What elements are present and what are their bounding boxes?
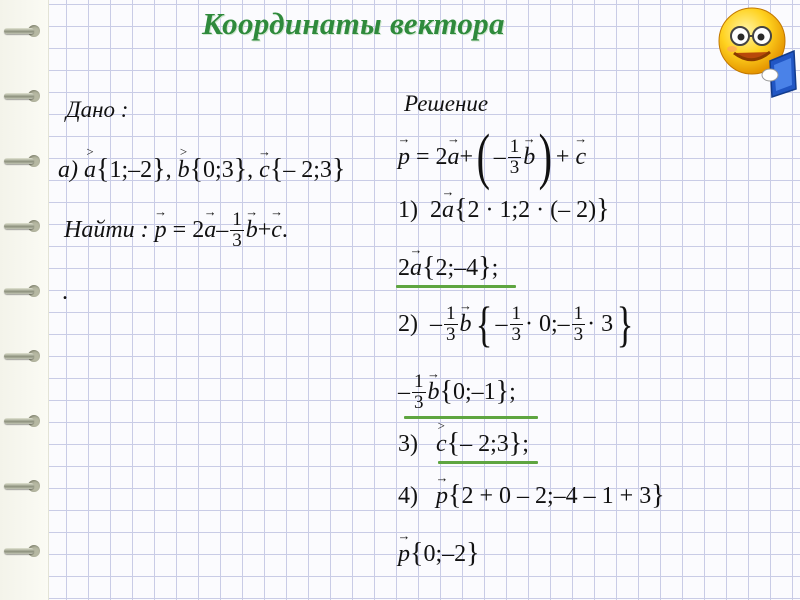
vector-b: → b xyxy=(245,204,259,244)
minus-sign: – xyxy=(430,311,442,337)
vector-a: ˃ a xyxy=(84,144,96,183)
slide-title: Координаты вектора xyxy=(202,6,505,41)
final-answer: → p { 0;–2 } xyxy=(397,528,480,569)
vector-arrow-icon: ˃ xyxy=(179,144,188,159)
spiral-ring-icon xyxy=(4,544,44,558)
minus-sign: – xyxy=(216,217,229,244)
vector-a: → a xyxy=(441,184,455,223)
vector-arrow-icon: → xyxy=(397,528,411,543)
coefficient: 2 xyxy=(430,197,442,223)
minus-sign: – xyxy=(493,144,506,170)
vector-arrow-icon: → xyxy=(154,204,168,220)
vector-arrow-icon: ˃ xyxy=(86,144,94,159)
fraction-one-third: $\frac{1}{3}$ xyxy=(414,370,424,413)
result-underline xyxy=(396,285,516,288)
vector-arrow-icon: → xyxy=(427,366,440,381)
spiral-ring-icon xyxy=(4,154,44,168)
spiral-ring-icon xyxy=(4,219,44,233)
minus-sign: – xyxy=(398,379,410,405)
step-2: 2) – $\frac{1}{3}$ → b { – $\frac{1}{3}$ · 0; – $\frac{1}{3}$ · 3 } xyxy=(398,296,634,352)
vector-p: → p xyxy=(435,470,449,509)
end-dot: . xyxy=(281,217,288,244)
vector-c: → c xyxy=(270,204,284,244)
step-4: 4) → p { 2 + 0 – 2;–4 – 1 + 3 } xyxy=(398,470,665,511)
find-formula-start: = 2 xyxy=(172,217,205,244)
spiral-ring-icon xyxy=(4,414,44,428)
vector-a: → a xyxy=(409,242,423,281)
b-coordinates: 0;3 xyxy=(203,157,234,183)
step-2-term: · 3 xyxy=(587,311,614,337)
semicolon: ; xyxy=(491,255,499,281)
spiral-ring-icon xyxy=(4,349,44,363)
vector-b: → b xyxy=(459,298,472,337)
step-3-coordinates: – 2;3 xyxy=(460,431,509,457)
vector-arrow-icon: → xyxy=(203,204,217,220)
plus-sign: + xyxy=(459,144,474,170)
step-number: 3) xyxy=(398,431,418,457)
vector-arrow-icon: → xyxy=(522,131,536,146)
fraction-one-third: $\frac{1}{3}$ xyxy=(573,302,584,345)
stray-dot: . xyxy=(62,279,68,305)
vector-arrow-icon: → xyxy=(447,131,461,146)
vector-b: → b xyxy=(522,131,536,170)
step-3: 3) ˃ c { – 2;3 } ; xyxy=(398,418,529,459)
vector-arrow-icon: → xyxy=(435,470,449,485)
vector-b: ˃ b xyxy=(177,144,190,183)
step-1-coordinates: 2 · 1;2 · (– 2) xyxy=(467,197,597,223)
semicolon: ; xyxy=(509,379,516,405)
spiral-binding-strip xyxy=(0,0,49,600)
vector-b: → b xyxy=(427,366,440,405)
a-coordinates: 1;–2 xyxy=(109,157,153,183)
step-1: 1) 2 → a { 2 · 1;2 · (– 2) } xyxy=(398,184,610,225)
vector-arrow-icon: → xyxy=(409,242,423,257)
fraction-one-third: $\frac{1}{3}$ xyxy=(511,302,521,345)
fraction-one-third: $\frac{1}{3}$ xyxy=(509,135,520,178)
find-label: Найти : xyxy=(64,217,149,244)
vector-a: → a xyxy=(447,131,461,170)
vector-arrow-icon: → xyxy=(459,298,472,313)
step-2-result-coordinates: 0;–1 xyxy=(452,379,496,405)
fraction-one-third: $\frac{1}{3}$ xyxy=(232,209,242,251)
spiral-ring-icon xyxy=(4,89,44,103)
vector-arrow-icon: → xyxy=(257,144,271,159)
part-label: а) xyxy=(58,157,78,183)
semicolon: ; xyxy=(522,431,529,457)
minus-sign: – xyxy=(495,311,508,337)
step-number: 1) xyxy=(398,197,418,223)
vector-arrow-icon: → xyxy=(574,131,588,146)
smiley-professor-with-book-icon xyxy=(712,3,798,99)
step-1-result: 2 → a { 2;–4 } ; xyxy=(398,242,499,283)
spiral-ring-icon xyxy=(4,24,44,38)
vector-arrow-icon: → xyxy=(270,204,284,220)
given-vectors-line: а) ˃ a { 1;–2 } , ˃ b { 0;3 } , → c { – 2;3 } xyxy=(58,144,346,185)
plus-sign: + xyxy=(257,217,272,244)
vector-arrow-icon: → xyxy=(245,204,259,220)
step-2-term: · 0; xyxy=(525,311,558,337)
solution-label: Решение xyxy=(404,91,489,116)
c-coordinates: – 2;3 xyxy=(283,157,332,183)
result-underline xyxy=(404,416,538,419)
step-number: 2) xyxy=(398,311,418,337)
step-4-coordinates: 2 + 0 – 2;–4 – 1 + 3 xyxy=(461,483,652,509)
vector-c: → c xyxy=(574,131,588,170)
vector-p: → p xyxy=(397,131,411,170)
find-line xyxy=(64,204,288,251)
plus-sign: + xyxy=(555,144,570,170)
final-coordinates: 0;–2 xyxy=(423,541,467,567)
given-label: Дано : xyxy=(66,97,129,122)
spiral-ring-icon xyxy=(4,479,44,493)
coefficient: 2 xyxy=(398,255,410,281)
vector-arrow-icon: ˃ xyxy=(437,418,445,433)
vector-arrow-icon: → xyxy=(397,131,411,146)
vector-p: → p xyxy=(154,204,168,244)
main-equation: → p = 2 → a + ( – $\frac{1}{3}$ → b ) + → c xyxy=(397,123,588,191)
fraction-one-third: $\frac{1}{3}$ xyxy=(446,302,456,345)
equals-two: = 2 xyxy=(416,144,448,170)
spiral-ring-icon xyxy=(4,284,44,298)
vector-a: → a xyxy=(203,204,217,244)
step-number: 4) xyxy=(398,483,418,509)
vector-c: → c xyxy=(257,144,271,183)
vector-p: → p xyxy=(397,528,411,567)
step-1-result-coordinates: 2;–4 xyxy=(435,255,479,281)
vector-c: ˃ c xyxy=(436,418,447,457)
vector-arrow-icon: → xyxy=(441,184,455,199)
minus-sign: – xyxy=(557,311,570,337)
result-underline xyxy=(438,461,538,464)
step-2-result: – $\frac{1}{3}$ → b { 0;–1 } ; xyxy=(398,366,516,413)
